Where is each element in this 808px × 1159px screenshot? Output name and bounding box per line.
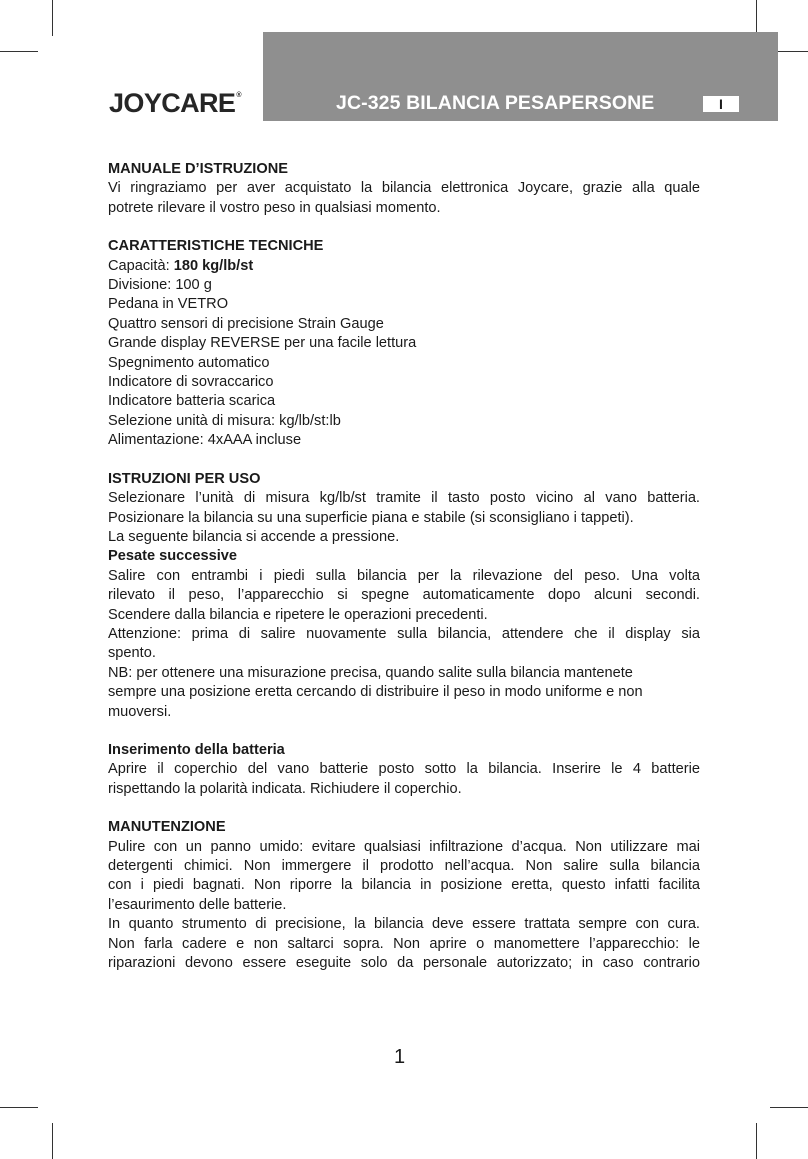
text-line: Non farla cadere e non saltarci sopra. Non aprire o manomettere l’apparecchio: le [108, 935, 700, 952]
spec-item: Quattro sensori di precisione Strain Gauge [108, 315, 384, 332]
section-specs [108, 237, 700, 450]
section-heading: MANUALE D’ISTRUZIONE [108, 161, 288, 177]
text-line: rispettando la polarità indicata. Richiudere il coperchio. [108, 780, 462, 797]
text-line: Scendere dalla bilancia e ripetere le operazioni precedenti. [108, 606, 488, 623]
section-heading: CARATTERISTICHE TECNICHE [108, 238, 324, 255]
text-line: Posizionare la bilancia su una superficie piana e stabile (si sconsigliano i tappeti). [108, 509, 634, 526]
text-line: La seguente bilancia si accende a pressione. [108, 528, 400, 545]
text-line: Aprire il coperchio del vano batterie posto sotto la bilancia. Inserire le 4 batterie [108, 761, 700, 778]
crop-mark [52, 0, 53, 36]
page-number: 1 [394, 1046, 406, 1068]
section-battery [108, 741, 700, 799]
text-line: rilevato il peso, l’apparecchio si spegne automaticamente dopo alcuni secondi. [108, 587, 700, 604]
text-line: Attenzione: prima di salire nuovamente sulla bilancia, attendere che il display sia [108, 625, 700, 642]
section-heading: Inserimento della batteria [108, 741, 285, 758]
registered-mark: ® [236, 92, 241, 99]
spec-item: Pedana in VETRO [108, 296, 229, 313]
text-line: In quanto strumento di precisione, la bilancia deve essere trattata sempre con cura. [108, 916, 700, 933]
text-line: con i piedi bagnati. Non riporre la bilancia in posizione eretta, questo infatti facilita [108, 877, 700, 894]
text-line: muoversi. [108, 703, 172, 720]
crop-mark [756, 1123, 757, 1159]
crop-mark [0, 51, 38, 52]
spec-item: Divisione: 100 g [108, 277, 212, 294]
text-line: sempre una posizione eretta cercando di distribuire il peso in modo uniforme e non [108, 684, 643, 701]
manual-body [108, 160, 700, 973]
crop-mark [756, 0, 757, 36]
section-usage [108, 470, 700, 722]
spec-item: Spegnimento automatico [108, 354, 270, 371]
text-line: detergenti chimici. Non immergere il prodotto nell’acqua. Non salire sulla bilancia [108, 858, 700, 874]
text-line: Salire con entrambi i piedi sulla bilancia per la rilevazione del peso. Una volta [108, 567, 700, 584]
text-line: Selezionare l’unità di misura kg/lb/st tramite il tasto posto vicino al vano batteria. [108, 490, 700, 507]
text-line: Pulire con un panno umido: evitare qualsiasi infiltrazione d’acqua. Non utilizzare mai [108, 838, 700, 855]
subsection-heading: Pesate successive [108, 548, 238, 565]
brand-logo [109, 88, 241, 119]
spec-item: Selezione unità di misura: kg/lb/st:lb [108, 412, 341, 429]
crop-mark [770, 1107, 808, 1108]
spec-item: Indicatore di sovraccarico [108, 374, 274, 391]
crop-mark [52, 1123, 53, 1159]
brand-name: JOYCARE [109, 88, 236, 118]
spec-capacity [108, 257, 700, 276]
capacity-value: 180 kg/lb/st [173, 257, 254, 274]
text-line: spento. [108, 645, 156, 662]
document-title: JC-325 BILANCIA PESAPERSONE [336, 92, 655, 114]
spec-item: Indicatore batteria scarica [108, 393, 276, 410]
section-manual [108, 160, 700, 218]
text-line: l’esaurimento delle batterie. [108, 896, 287, 913]
section-maintenance [108, 818, 700, 973]
crop-mark [0, 1107, 38, 1108]
section-heading: ISTRUZIONI PER USO [108, 470, 261, 487]
text-line: potrete rilevare il vostro peso in qualsiasi momento. [108, 199, 441, 216]
section-heading: MANUTENZIONE [108, 819, 226, 836]
text-line: NB: per ottenere una misurazione precisa, quando salite sulla bilancia mantenete [108, 664, 633, 681]
capacity-label: Capacità: [108, 257, 174, 274]
spec-item: Grande display REVERSE per una facile lettura [108, 335, 417, 352]
spec-item: Alimentazione: 4xAAA incluse [108, 432, 302, 449]
text-line: riparazioni devono essere eseguite solo da personale autorizzato; in caso contrario [108, 955, 700, 972]
text-line: Vi ringraziamo per aver acquistato la bilancia elettronica Joycare, grazie alla quale [108, 180, 700, 197]
language-badge: I [703, 96, 739, 112]
